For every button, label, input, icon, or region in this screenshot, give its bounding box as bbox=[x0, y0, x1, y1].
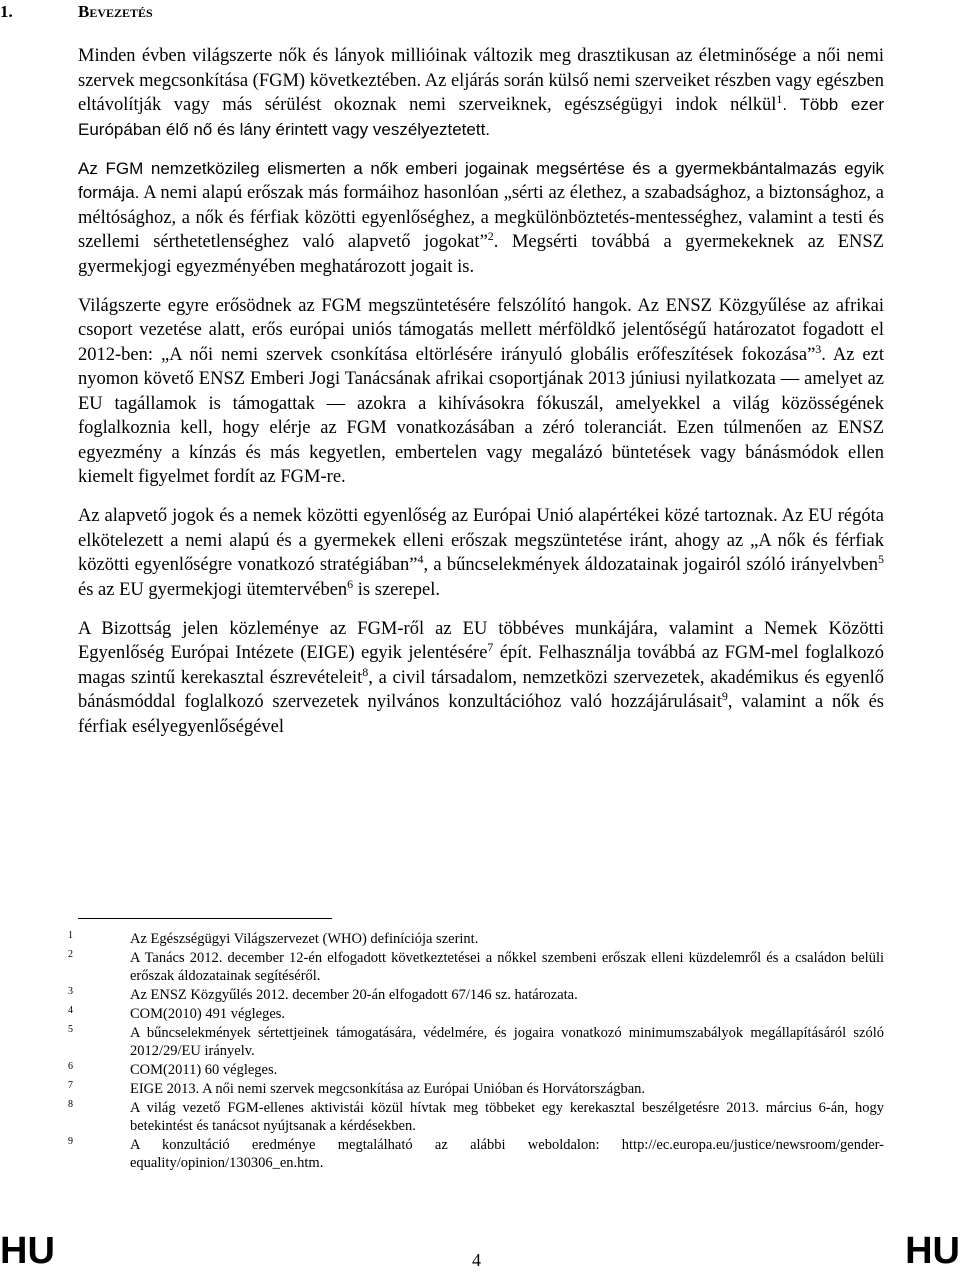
footnote: 2 A Tanács 2012. december 12-én elfogadott következtetései a nőkkel szembeni erőszak elleni küzdelemről és a családon belüli erőszak áldozatainak segítéséről. bbox=[68, 949, 884, 984]
footnote-divider bbox=[78, 918, 332, 919]
paragraph-5: A Bizottság jelen közleménye az FGM-ről az EU többéves munkájára, valamint a Nemek Közötti Egyenlőség Európai Intézete (EIGE) egyik jelentésére$^7$ épít. Felhasználja továbbá az FGM-mel foglalkozó magas szintű kerekasztal észrevételeit$^8$, a civil társadalom, nemzetközi szervezetek, akadémikus és egyenlő bánásmóddal foglalkozó szervezetek nyilvános konzultációhoz való hozzájárulásait$^9$, valamint a nők és férfiak esélyegyenlőségével bbox=[78, 618, 884, 737]
footnote: 3 Az ENSZ Közgyűlés 2012. december 20-án elfogadott 67/146 sz. határozata. bbox=[68, 986, 578, 1003]
footnote-ref-4[interactable]: 4 bbox=[417, 552, 424, 566]
paragraph-1: Minden évben világszerte nők és lányok millióinak változik meg drasztikusan az életminősége a női nemi szervek megcsonkítása (FGM) következtében. Az eljárás során külső nemi szerveiket részben vagy egészben eltávolítják vagy más sérülést okoznak nemi szerveiknek, egészségügyi indok nélkül$^1$. Több ezer Európában élő nő és lány érintett vagy veszélyeztetett. bbox=[78, 46, 884, 139]
body-text bbox=[78, 44, 884, 754]
footnote: 8 A világ vezető FGM-ellenes aktivistái közül hívtak meg többeket egy kerekasztal beszélgetésre 2013. március 6-án, hogy betekintést és tanácsot nyújtsanak a kérdésekben. bbox=[68, 1099, 884, 1134]
footnote: 5 A bűncselekmények sértettjeinek támogatására, védelmére, és jogaira vonatkozó minimumszabályok megállapításáról szóló 2012/29/EU irányelv. bbox=[68, 1024, 884, 1059]
footnote-ref-8[interactable]: 8 bbox=[362, 664, 369, 679]
footnote-ref-6[interactable]: 6 bbox=[347, 576, 354, 591]
section-title: Bevezetés bbox=[78, 2, 153, 21]
section-heading bbox=[0, 2, 300, 22]
footnote-ref-9[interactable]: 9 bbox=[721, 689, 728, 703]
footnote: 6 COM(2011) 60 végleges. bbox=[68, 1061, 278, 1078]
footer-language-right: HU bbox=[905, 1230, 960, 1272]
footnote: 7 EIGE 2013. A női nemi szervek megcsonkítása az Európai Unióban és Horvátországban. bbox=[68, 1080, 646, 1097]
paragraph-3: Világszerte egyre erősödnek az FGM megszüntetésére felszólító hangok. Az ENSZ Közgyűlése az afrikai csoport vezetése alatt, erős európai uniós támogatás mellett mérföldkő jelentőségű határozatot fogadott el 2012-ben: „A női nemi szervek csonkítása eltörlésére irányuló globális erőfeszítések fokozása”$^3$. Az ezt nyomon követő ENSZ Emberi Jogi Tanácsának afrikai csoportjának 2013 júniusi nyilatkozata — amelyet az EU tagállamok is támogattak — azokra a kihívásokra fókuszál, amelyekkel a világ közösségének foglalkoznia kell, hogy elérje az FGM vonatkozásában a zéró toleranciát. Ezen túlmenően az ENSZ egyezmény a kínzás és más kegyetlen, embertelen vagy megalázó büntetések vagy bánásmódok ellen kiemelt figyelmet fordít az FGM-re. bbox=[78, 295, 884, 487]
footnotes bbox=[68, 930, 884, 1173]
section-number: 1. bbox=[0, 2, 13, 21]
footnote-ref-7[interactable]: 7 bbox=[487, 640, 494, 654]
page-number: 4 bbox=[472, 1250, 481, 1270]
footer-language-left: HU bbox=[0, 1230, 55, 1272]
paragraph-2: Az FGM nemzetközileg elismerten a nők emberi jogainak megsértése és a gyermekbántalmazás egyik formája. A nemi alapú erőszak más formáihoz hasonlóan „sérti az élethez, a szabadsághoz, a biztonsághoz, a méltósághoz, a nők és férfiak közötti egyenlőséghez, a megkülönböztetés-mentességhez, valamint a testi és szellemi sérthetetlenséghez való alapvető jogokat”$^2$. Megsérti továbbá a gyermekeknek az ENSZ gyermekjogi egyezményében meghatározott jogait is. bbox=[78, 158, 884, 277]
footnote: 1 Az Egészségügyi Világszervezet (WHO) definíciója szerint. bbox=[68, 930, 479, 947]
footnote-ref-3[interactable]: 3 bbox=[815, 341, 822, 356]
footnote-ref-5[interactable]: 5 bbox=[878, 552, 885, 566]
footnote-ref-1[interactable]: 1 bbox=[776, 92, 783, 106]
paragraph-4: Az alapvető jogok és a nemek közötti egyenlőség az Európai Unió alapértékei közé tartoznak. Az EU régóta elkötelezett a nemi alapú és a gyermekek elleni erőszak megszüntetése iránt, ahogy az „A nők és férfiak közötti egyenlőségre vonatkozó stratégiában”$^4$, a bűncselekmények áldozatainak jogairól szóló irányelvben$^5$ és az EU gyermekjogi ütemtervében$^6$ is szerepel. bbox=[78, 506, 885, 600]
footnote-ref-2[interactable]: 2 bbox=[487, 229, 494, 243]
footnote: 4 COM(2010) 491 végleges. bbox=[68, 1005, 286, 1022]
footnote: 9 A konzultáció eredménye megtalálható az alábbi weboldalon: http://ec.europa.eu/justice/newsroom/gender-equality/opinion/130306_en.htm. bbox=[68, 1136, 884, 1171]
